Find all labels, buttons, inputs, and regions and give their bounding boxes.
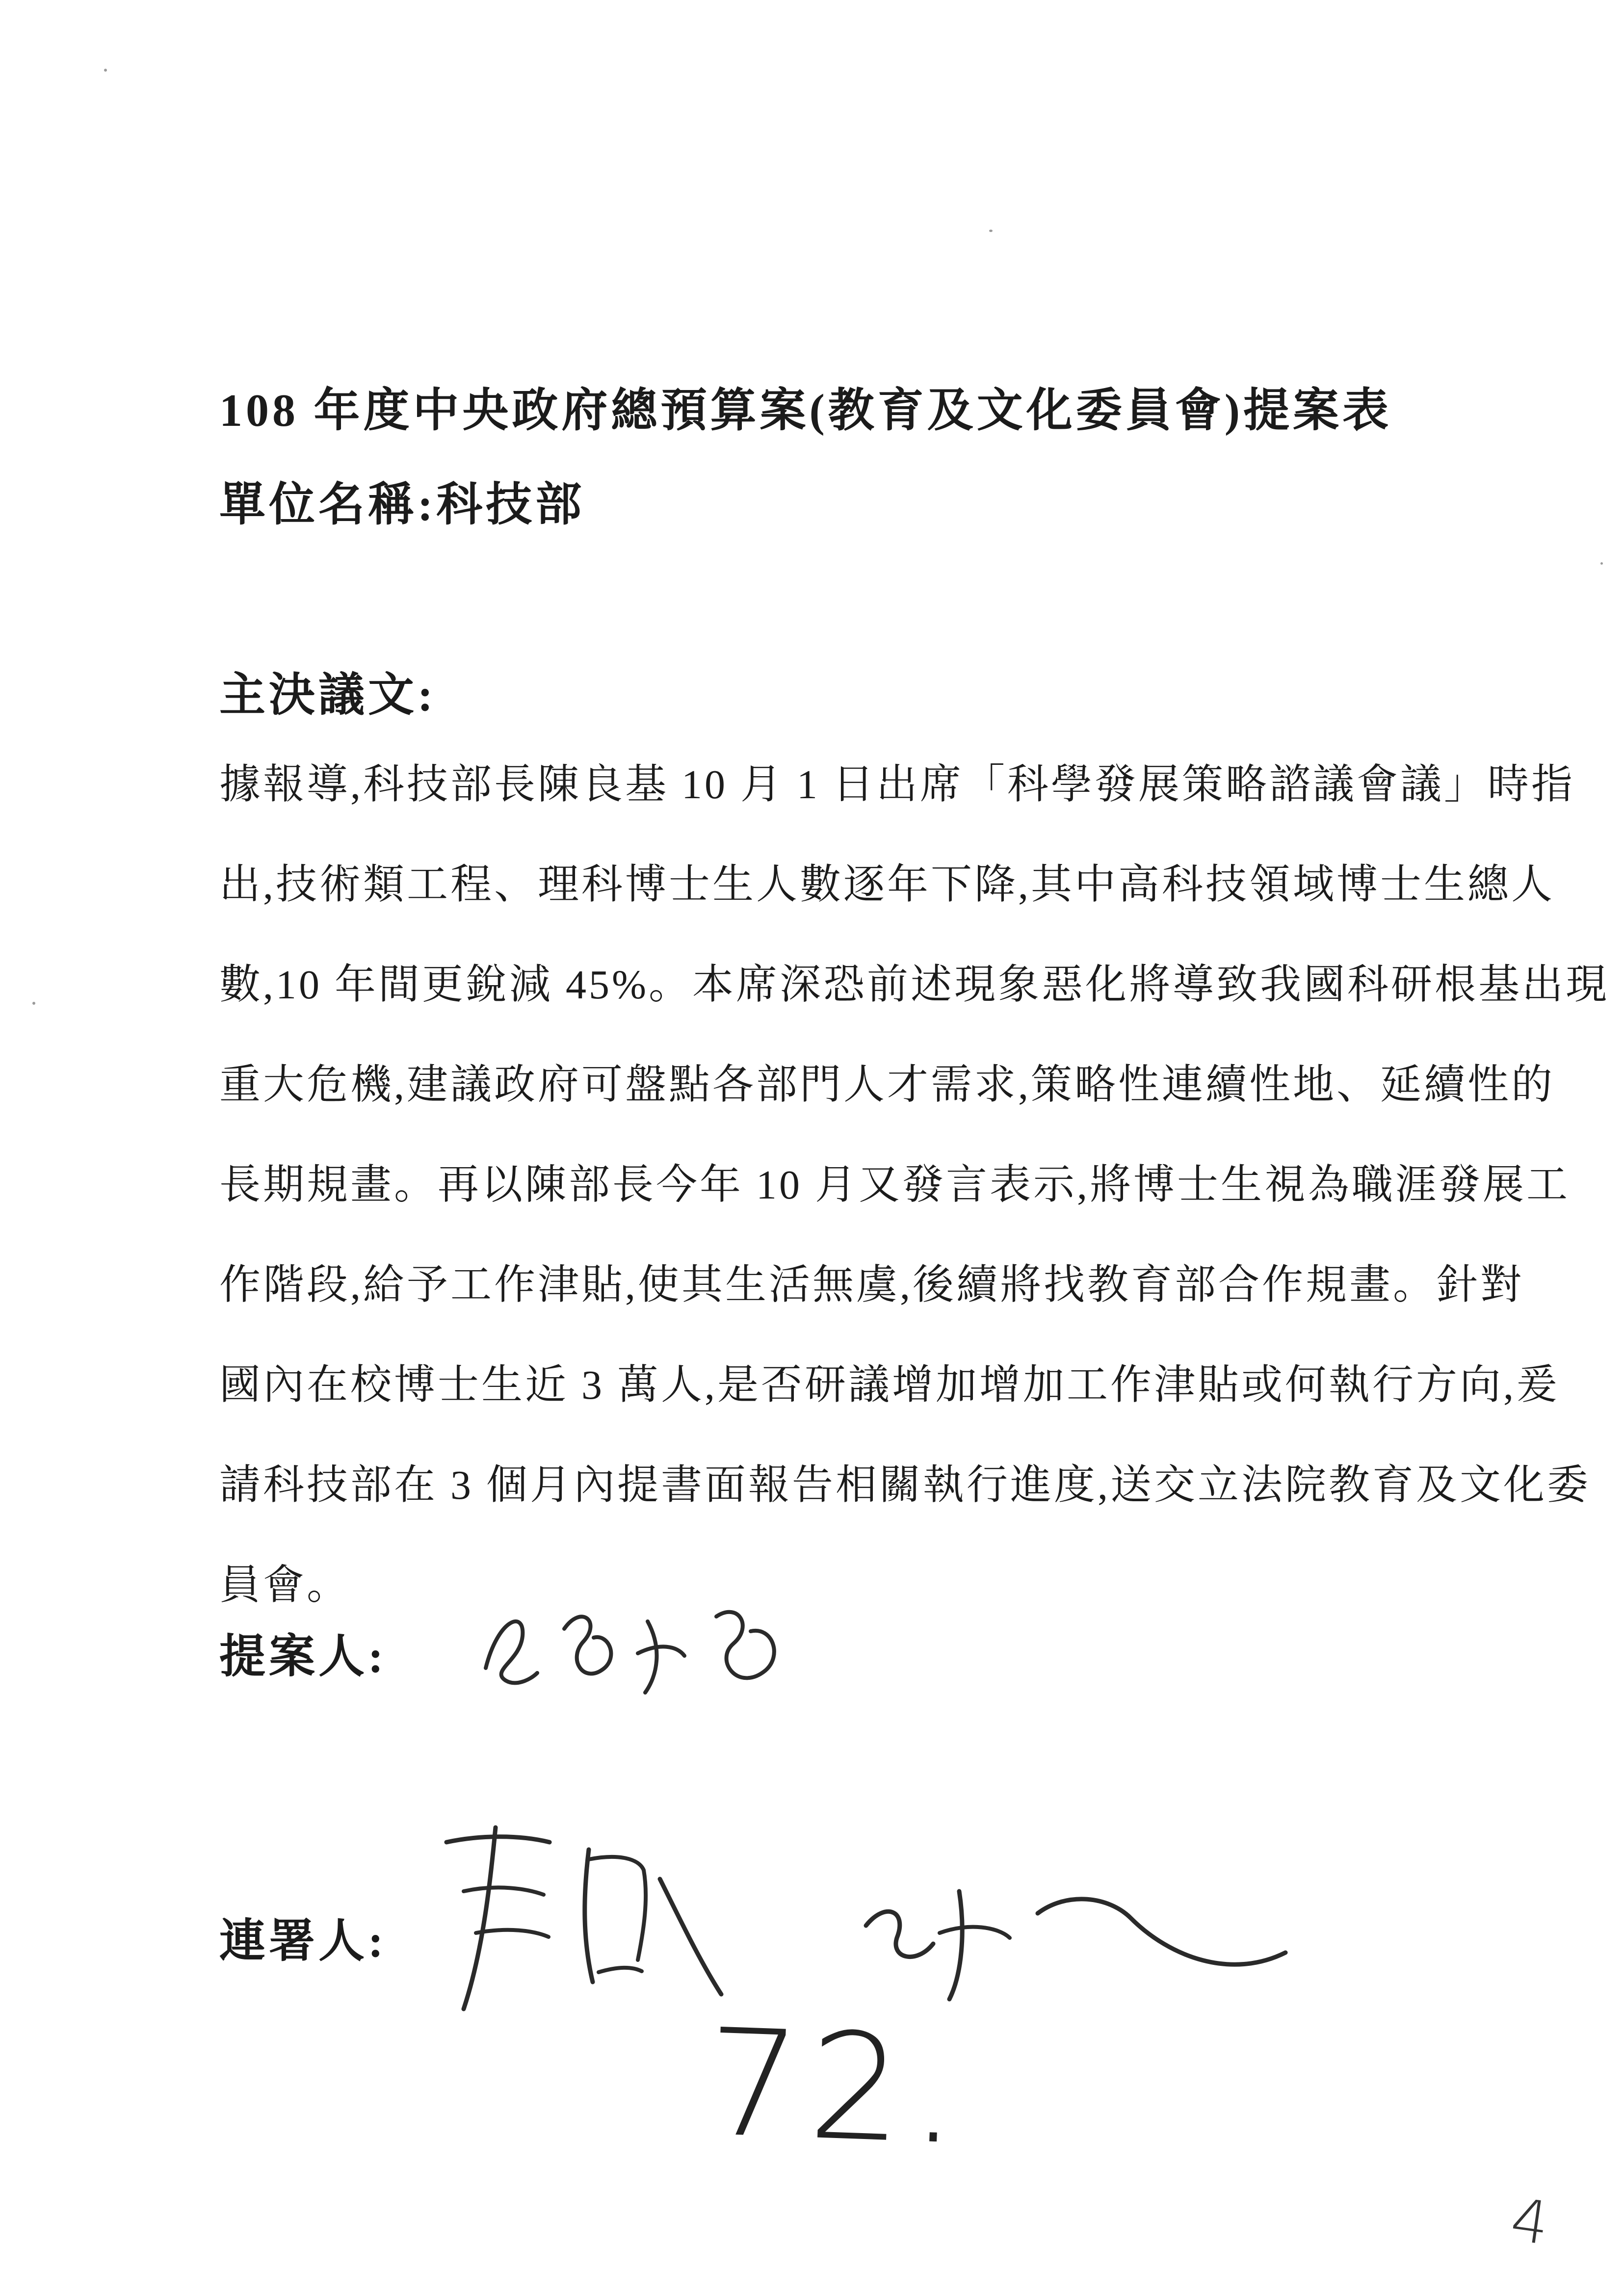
resolution-line: 作階段,給予工作津貼,使其生活無虞,後續將找教育部合作規畫。針對 xyxy=(219,1262,1524,1308)
resolution-line: 重大危機,建議政府可盤點各部門人才需求,策略性連續性地、延續性的 xyxy=(219,1062,1555,1108)
resolution-line: 出,技術類工程、理科博士生人數逐年下降,其中高科技領域博士生總人 xyxy=(219,862,1555,908)
proposer-signature xyxy=(471,1575,805,1722)
scan-speckle xyxy=(1600,562,1603,565)
scan-speckle xyxy=(32,1002,35,1005)
page-number: 4 xyxy=(1506,2186,1553,2259)
scan-speckle xyxy=(104,69,107,72)
resolution-line: 員會。 xyxy=(219,1563,351,1608)
cosigner-label: 連署人: xyxy=(219,1916,387,1967)
scan-speckle xyxy=(989,230,993,232)
proposer-label: 提案人: xyxy=(219,1631,387,1682)
resolution-text xyxy=(219,735,1609,1636)
resolution-line: 據報導,科技部長陳良基 10 月 1 日出席「科學發展策略諮議會議」時指 xyxy=(219,762,1575,808)
unit-name: 單位名稱:科技部 xyxy=(219,479,585,530)
handwritten-number: 72. xyxy=(704,1997,970,2178)
cosigner-signature-1 xyxy=(417,1815,741,2021)
section-heading: 主決議文: xyxy=(219,670,437,721)
resolution-line: 數,10 年間更銳減 45%。本席深恐前述現象惡化將導致我國科研根基出現 xyxy=(219,962,1609,1008)
document-title: 108 年度中央政府總預算案(教育及文化委員會)提案表 xyxy=(219,385,1392,436)
resolution-line: 請科技部在 3 個月內提書面報告相關執行進度,送交立法院教育及文化委 xyxy=(219,1462,1591,1508)
resolution-line: 長期規畫。再以陳部長今年 10 月又發言表示,將博士生視為職涯發展工 xyxy=(219,1162,1571,1208)
resolution-line: 國內在校博士生近 3 萬人,是否研議增加增加工作津貼或何執行方向,爰 xyxy=(219,1362,1560,1408)
cosigner-signature-2 xyxy=(844,1859,1305,2026)
